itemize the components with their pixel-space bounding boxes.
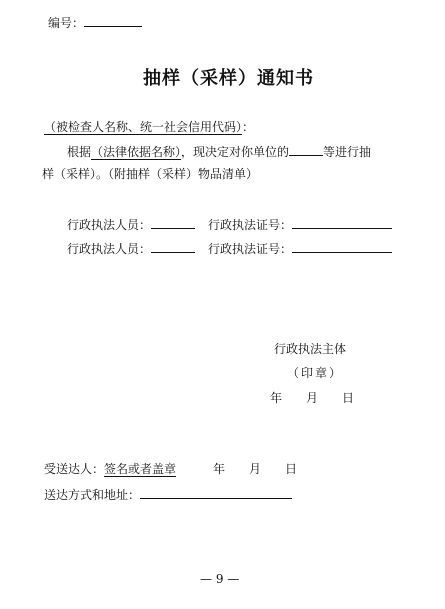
body-middle: ，现决定对你单位的 xyxy=(181,145,290,159)
document-number-field[interactable] xyxy=(84,14,142,27)
notice-body-line-2: 样（采样）。（附抽样（采样）物品清单） xyxy=(42,167,259,181)
page-title: 抽样（采样）通知书 xyxy=(143,68,314,89)
officer-label: 行政执法人员： xyxy=(67,218,152,232)
issuing-authority: 行政执法主体 xyxy=(274,342,347,356)
body-prefix: 根据 xyxy=(67,145,92,159)
officer-cert-row-2 xyxy=(208,240,392,257)
notice-body-line-1 xyxy=(67,143,371,160)
officer-name-field[interactable] xyxy=(151,240,195,253)
official-seal: （印章） xyxy=(287,366,344,380)
cert-number-field[interactable] xyxy=(292,240,392,253)
page-number: — 9 — xyxy=(200,572,240,586)
receiver-label: 受送达人： xyxy=(44,462,105,476)
recipient-placeholder[interactable]: （被检查人名称、统一社会信用代码） xyxy=(44,120,243,134)
receiver-signature-field[interactable]: 签名或者盖章 xyxy=(104,462,177,476)
body-suffix: 等进行抽 xyxy=(323,145,372,159)
recipient-colon: ： xyxy=(242,120,255,134)
document-number-label: 编号： xyxy=(48,16,85,30)
officer-row-2 xyxy=(67,240,195,257)
officer-cert-row-1 xyxy=(208,216,392,233)
law-basis-placeholder[interactable]: （法律依据名称） xyxy=(91,145,182,159)
cert-label: 行政执法证号： xyxy=(208,242,293,256)
delivery-method-line xyxy=(44,486,292,503)
document-number xyxy=(48,14,142,31)
delivery-method-label: 送达方式和地址： xyxy=(44,488,141,502)
cert-label: 行政执法证号： xyxy=(208,218,293,232)
receiver-date: 年 月 日 xyxy=(213,462,298,476)
officer-label: 行政执法人员： xyxy=(67,242,152,256)
cert-number-field[interactable] xyxy=(292,216,392,229)
issue-date: 年 月 日 xyxy=(270,391,355,405)
sample-items-field[interactable] xyxy=(289,143,323,156)
officer-name-field[interactable] xyxy=(151,216,195,229)
recipient-line xyxy=(44,119,254,135)
receiver-line xyxy=(44,461,178,477)
officer-row-1 xyxy=(67,216,195,233)
delivery-method-field[interactable] xyxy=(140,486,292,499)
